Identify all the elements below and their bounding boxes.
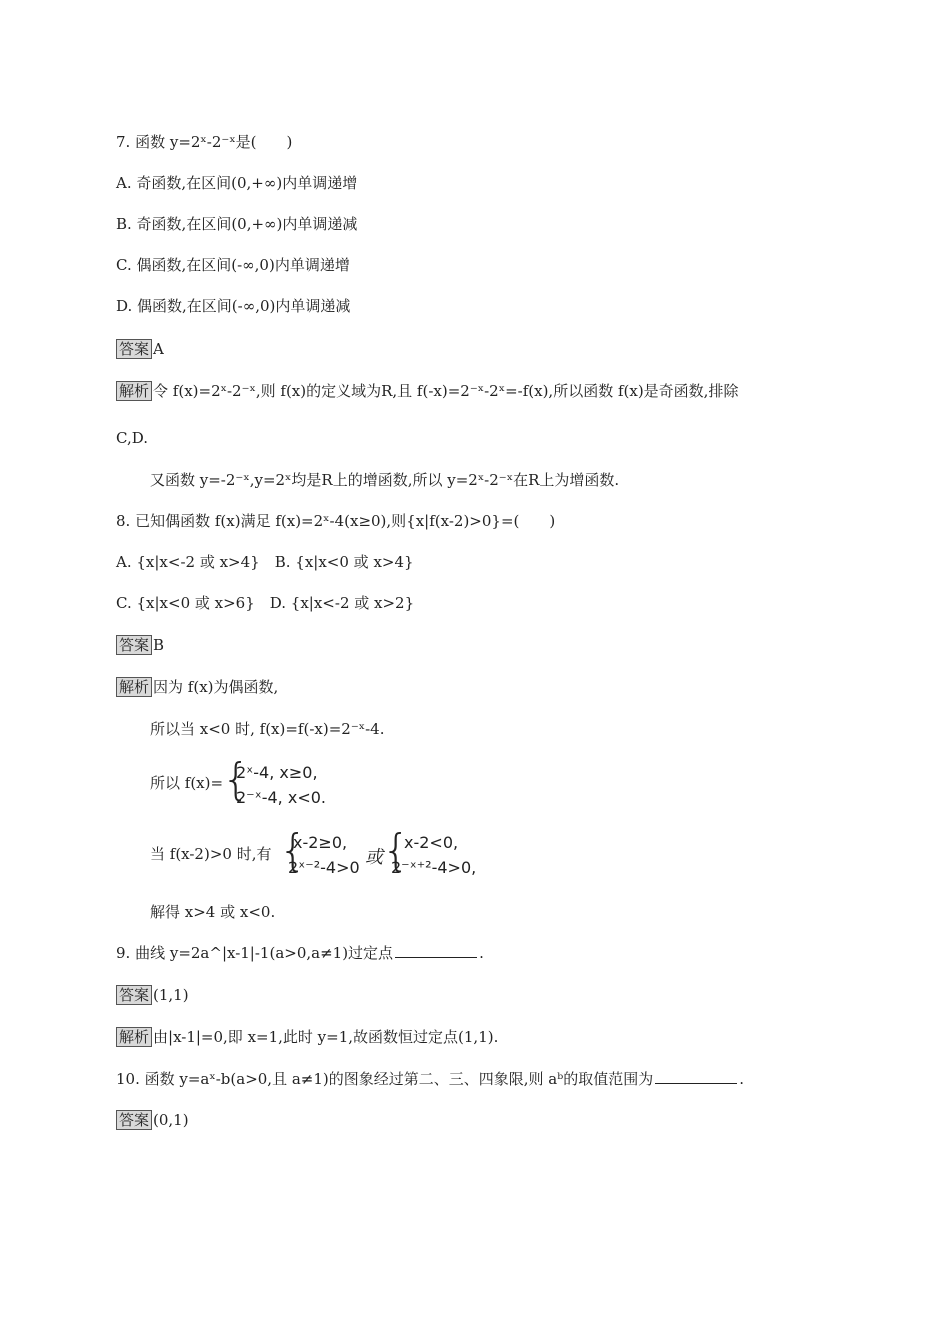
q8-piecewise-prefix: 所以 f(x)=	[150, 774, 224, 792]
q8-systems-prefix: 当 f(x-2)>0 时,有	[150, 845, 272, 863]
analysis-tag: 解析	[116, 677, 152, 697]
piece-row-2: 2⁻ˣ-4, x<0.	[236, 788, 326, 807]
piece-row-1: 2ˣ-4, x≥0,	[236, 763, 318, 782]
answer-value: A	[153, 340, 164, 358]
q7-option-a: A. 奇函数,在区间(0,+∞)内单调递增	[116, 174, 358, 192]
q8-answer	[116, 635, 164, 655]
q10-answer	[116, 1110, 189, 1130]
left-brace: {	[279, 825, 307, 876]
q7-option-b: B. 奇函数,在区间(0,+∞)内单调递减	[116, 215, 358, 233]
q9-answer	[116, 985, 189, 1005]
q9-analysis	[116, 1027, 498, 1047]
q7-analysis-line-3: 又函数 y=-2⁻ˣ,y=2ˣ均是R上的增函数,所以 y=2ˣ-2⁻ˣ在R上为增函数.	[150, 471, 620, 489]
q7-option-c: C. 偶函数,在区间(-∞,0)内单调递增	[116, 256, 350, 274]
q7-answer	[116, 339, 164, 359]
or-word: 或	[365, 847, 383, 868]
q7-option-d: D. 偶函数,在区间(-∞,0)内单调递减	[116, 297, 351, 315]
q7-stem: 7. 函数 y=2ˣ-2⁻ˣ是( )	[116, 133, 293, 151]
q8-options-cd: C. {x|x<0 或 x>6} D. {x|x<-2 或 x>2}	[116, 594, 415, 612]
answer-tag: 答案	[116, 339, 152, 359]
answer-value: B	[153, 636, 165, 654]
left-brace: {	[382, 825, 410, 876]
q8-options-ab: A. {x|x<-2 或 x>4} B. {x|x<0 或 x>4}	[116, 553, 414, 571]
analysis-tag: 解析	[116, 381, 152, 401]
q8-stem: 8. 已知偶函数 f(x)满足 f(x)=2ˣ-4(x≥0),则{x|f(x-2)>0}=( )	[116, 512, 556, 530]
answer-value: (0,1)	[153, 1111, 189, 1129]
q10-stem-text: 10. 函数 y=aˣ-b(a>0,且 a≠1)的图象经过第二、三、四象限,则 aᵇ的取值范围为	[116, 1070, 654, 1088]
q9-stem-end: .	[479, 944, 484, 962]
system2-row-1: x-2<0,	[404, 833, 459, 852]
system1-row-2: 2ˣ⁻²-4>0	[288, 858, 360, 877]
answer-tag: 答案	[116, 635, 152, 655]
q8-analysis-line-2: 所以当 x<0 时, f(x)=f(-x)=2⁻ˣ-4.	[150, 720, 385, 738]
analysis-text: 由|x-1|=0,即 x=1,此时 y=1,故函数恒过定点(1,1).	[153, 1028, 499, 1046]
analysis-text: 令 f(x)=2ˣ-2⁻ˣ,则 f(x)的定义域为R,且 f(-x)=2⁻ˣ-2ˣ=-f(x),所以函数 f(x)是奇函数,排除	[153, 382, 739, 400]
fill-blank	[395, 943, 477, 958]
q10-stem-end: .	[739, 1070, 745, 1088]
answer-tag: 答案	[116, 985, 152, 1005]
fill-blank	[655, 1069, 737, 1084]
q7-analysis-line-1	[116, 381, 738, 401]
q9-stem-text: 9. 曲线 y=2a^|x-1|-1(a>0,a≠1)过定点	[116, 944, 394, 962]
system2-row-2: 2⁻ˣ⁺²-4>0,	[391, 858, 477, 877]
q9-stem	[116, 943, 484, 963]
q8-analysis-line-1	[116, 677, 278, 697]
analysis-text: 因为 f(x)为偶函数,	[153, 678, 279, 696]
answer-value: (1,1)	[153, 986, 189, 1004]
answer-tag: 答案	[116, 1110, 152, 1130]
system1-row-1: x-2≥0,	[293, 833, 348, 852]
analysis-tag: 解析	[116, 1027, 152, 1047]
q8-analysis-line-5: 解得 x>4 或 x<0.	[150, 903, 276, 921]
q10-stem	[116, 1069, 744, 1089]
left-brace: {	[222, 754, 250, 805]
q7-analysis-line-2: C,D.	[116, 429, 148, 447]
